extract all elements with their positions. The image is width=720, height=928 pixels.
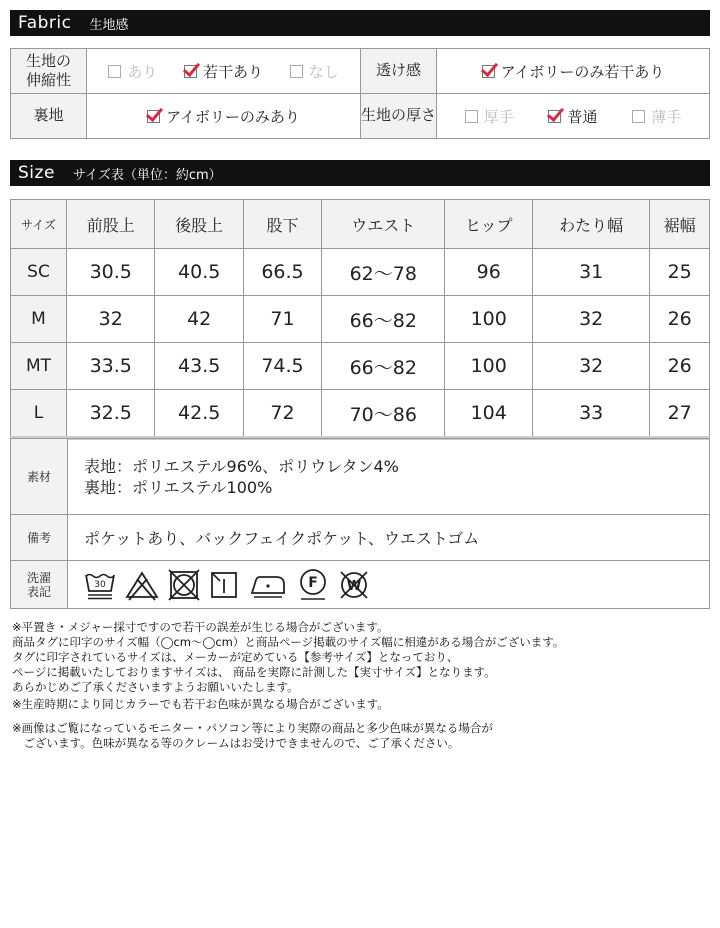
- table-cell: 72: [243, 390, 321, 439]
- table-cell: 32: [67, 296, 155, 343]
- table-cell: 70〜86: [322, 390, 445, 439]
- footnote-line: ※平置き・メジャー採寸ですので若干の誤差が生じる場合がございます。: [12, 620, 389, 634]
- table-cell: 32: [533, 296, 650, 343]
- footnote-line: ※生産時期により同じカラーでも若干お色味が異なる場合がございます。: [12, 697, 389, 711]
- table-cell: 42.5: [155, 390, 243, 439]
- checkbox-checked-icon: [482, 65, 495, 78]
- back-rise-col-header: 後股上: [155, 200, 243, 249]
- table-row: [11, 249, 710, 296]
- dryclean-letter: F: [308, 574, 318, 591]
- size-label: MT: [11, 343, 67, 390]
- hip-col-header: ヒップ: [445, 200, 533, 249]
- footnote-line: 商品タグに印字のサイズ幅（◯cm〜◯cm）と商品ページ掲載のサイズ幅に相違がある場合がございます。: [12, 635, 565, 649]
- transparency-options: [437, 49, 710, 94]
- table-cell: 62〜78: [322, 249, 445, 296]
- checkbox-checked-icon: [147, 110, 160, 123]
- footnote-line: あらかじめご了承くださいますようお願いいたします。: [12, 680, 299, 694]
- table-cell: 25: [650, 249, 710, 296]
- thigh-col-header: わたり幅: [533, 200, 650, 249]
- checkbox-icon: [290, 65, 303, 78]
- care-symbols: [68, 561, 710, 609]
- footnote-color: [12, 721, 493, 751]
- iron-low-icon: [248, 569, 288, 601]
- stretch-option-slight: 若干あり: [184, 61, 263, 82]
- transparency-label: 透け感: [361, 49, 437, 94]
- material-outer: 表地：ポリエステル96%、ポリウレタン4%: [84, 456, 399, 476]
- hem-col-header: 裾幅: [650, 200, 710, 249]
- notes-label: 備考: [11, 515, 68, 561]
- size-label: SC: [11, 249, 67, 296]
- table-cell: 43.5: [155, 343, 243, 390]
- stretch-options: [87, 49, 361, 94]
- front-rise-col-header: 前股上: [67, 200, 155, 249]
- table-cell: 100: [445, 296, 533, 343]
- inseam-col-header: 股下: [243, 200, 321, 249]
- fabric-subtitle: 生地感: [89, 17, 129, 33]
- no-bleach-icon: [125, 569, 159, 601]
- material-value: [68, 439, 710, 515]
- checkbox-checked-icon: [548, 110, 561, 123]
- stretch-option-yes: あり: [108, 61, 157, 82]
- table-cell: 66〜82: [322, 296, 445, 343]
- wetclean-letter: W: [346, 578, 362, 594]
- size-table-header-row: [11, 200, 710, 249]
- table-cell: 27: [650, 390, 710, 439]
- fabric-header-bar: [10, 10, 710, 36]
- wash-temp: 30: [94, 579, 106, 590]
- size-col-header: サイズ: [11, 200, 67, 249]
- checkbox-checked-icon: [184, 65, 197, 78]
- table-cell: 26: [650, 343, 710, 390]
- table-cell: 40.5: [155, 249, 243, 296]
- line-dry-shade-icon: [209, 569, 239, 601]
- table-cell: 33: [533, 390, 650, 439]
- lining-label: 裏地: [11, 94, 87, 139]
- table-cell: 42: [155, 296, 243, 343]
- waist-col-header: ウエスト: [322, 200, 445, 249]
- footnote-production: [12, 697, 389, 712]
- table-cell: 31: [533, 249, 650, 296]
- footnote-measurement: [12, 620, 564, 695]
- size-subtitle: サイズ表（単位：約cm）: [72, 167, 222, 183]
- checkbox-icon: [632, 110, 645, 123]
- table-cell: 66〜82: [322, 343, 445, 390]
- thickness-label: 生地の厚さ: [361, 94, 437, 139]
- table-row: [11, 390, 710, 439]
- footnote-line: タグに印字されているサイズは、メーカーが定めている【参考サイズ】となっており、: [12, 650, 459, 664]
- lining-options: [87, 94, 361, 139]
- size-label: L: [11, 390, 67, 439]
- fabric-table: [10, 48, 710, 139]
- table-cell: 66.5: [243, 249, 321, 296]
- footnote-line: ございます。色味が異なる等のクレームはお受けできませんので、ご了承ください。: [12, 736, 460, 750]
- no-tumble-dry-icon: [168, 569, 200, 601]
- thickness-options: [437, 94, 710, 139]
- stretch-option-no: なし: [290, 61, 339, 82]
- table-cell: 32: [533, 343, 650, 390]
- care-label: 洗濯 表記: [11, 561, 68, 609]
- table-cell: 100: [445, 343, 533, 390]
- lining-option-ivory: アイボリーのみあり: [147, 106, 300, 127]
- notes-value: ポケットあり、バックフェイクポケット、ウエストゴム: [68, 515, 710, 561]
- checkbox-icon: [108, 65, 121, 78]
- thickness-option-thick: 厚手: [465, 106, 514, 127]
- table-cell: 71: [243, 296, 321, 343]
- no-wet-clean-icon: [338, 569, 370, 601]
- table-cell: 30.5: [67, 249, 155, 296]
- table-cell: 26: [650, 296, 710, 343]
- footnote-line: ページに掲載いたしておりますサイズは、 商品を実際に計測した【実寸サイズ】となります。: [12, 665, 496, 679]
- table-cell: 32.5: [67, 390, 155, 439]
- material-lining: 裏地：ポリエステル100%: [84, 477, 273, 497]
- thickness-option-thin: 薄手: [632, 106, 681, 127]
- fabric-title: Fabric: [18, 13, 72, 33]
- table-row: [11, 343, 710, 390]
- thickness-option-normal: 普通: [548, 106, 597, 127]
- material-label: 素材: [11, 439, 68, 515]
- footnote-line: ※画像はご覧になっているモニター・パソコン等により実際の商品と多少色味が異なる場合が: [12, 721, 493, 735]
- wash-30-gentle-icon: [84, 569, 116, 601]
- size-title: Size: [18, 163, 55, 183]
- size-label: M: [11, 296, 67, 343]
- table-row: [11, 296, 710, 343]
- table-cell: 33.5: [67, 343, 155, 390]
- dry-clean-f-icon: [297, 568, 329, 602]
- info-table: [10, 438, 710, 609]
- table-cell: 74.5: [243, 343, 321, 390]
- size-header-bar: [10, 160, 710, 186]
- checkbox-icon: [465, 110, 478, 123]
- table-cell: 96: [445, 249, 533, 296]
- table-cell: 104: [445, 390, 533, 439]
- transparency-option-ivory: アイボリーのみ若干あり: [482, 61, 665, 82]
- size-table: [10, 199, 710, 440]
- stretch-label: 生地の 伸縮性: [11, 49, 87, 94]
